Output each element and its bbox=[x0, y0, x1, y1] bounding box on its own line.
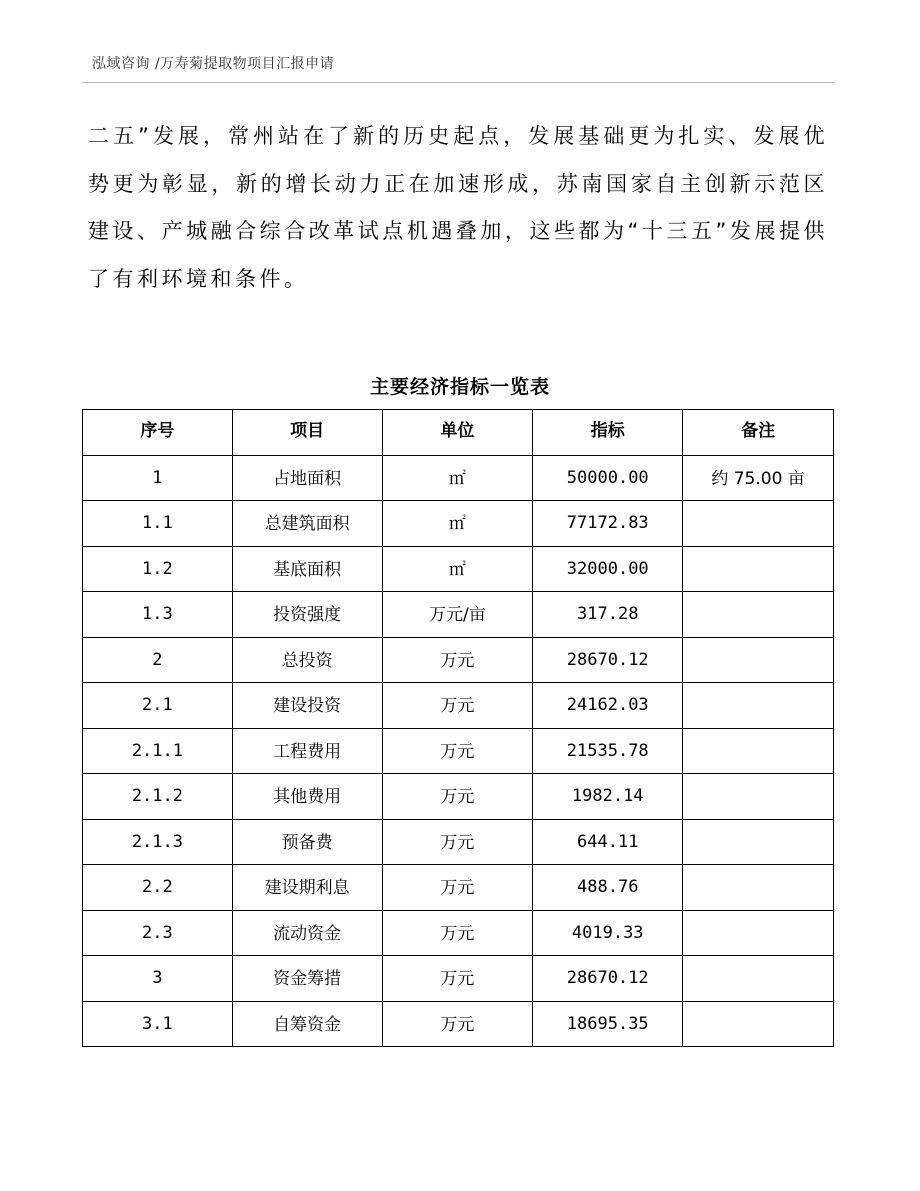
cell-unit: 万元 bbox=[382, 1001, 533, 1047]
cell-value: 18695.35 bbox=[533, 1001, 683, 1047]
cell-value: 21535.78 bbox=[533, 728, 683, 774]
cell-value: 24162.03 bbox=[533, 683, 683, 729]
cell-note bbox=[683, 910, 834, 956]
table-row bbox=[83, 546, 834, 592]
table-row bbox=[83, 455, 834, 501]
cell-item: 自筹资金 bbox=[232, 1001, 382, 1047]
cell-unit: ㎡ bbox=[382, 501, 533, 547]
cell-unit: 万元 bbox=[382, 728, 533, 774]
header-value: 指标 bbox=[533, 410, 683, 456]
cell-value: 317.28 bbox=[533, 592, 683, 638]
cell-unit: 万元 bbox=[382, 910, 533, 956]
table-row bbox=[83, 637, 834, 683]
cell-note bbox=[683, 637, 834, 683]
cell-item: 其他费用 bbox=[232, 774, 382, 820]
cell-note bbox=[683, 774, 834, 820]
cell-item: 建设投资 bbox=[232, 683, 382, 729]
cell-seq: 1.3 bbox=[83, 592, 233, 638]
cell-note bbox=[683, 546, 834, 592]
cell-item: 占地面积 bbox=[232, 455, 382, 501]
cell-unit: 万元/亩 bbox=[382, 592, 533, 638]
cell-unit: ㎡ bbox=[382, 455, 533, 501]
cell-seq: 2.2 bbox=[83, 865, 233, 911]
table-header-row bbox=[83, 410, 834, 456]
header-note: 备注 bbox=[683, 410, 834, 456]
body-paragraph: 二五”发展，常州站在了新的历史起点，发展基础更为扎实、发展优势更为彰显，新的增长动力正在加速形成，苏南国家自主创新示范区建设、产城融合综合改革试点机遇叠加，这些都为“十三五”发展提供了有利环境和条件。 bbox=[88, 124, 828, 291]
cell-note bbox=[683, 683, 834, 729]
cell-note: 约 75.00 亩 bbox=[683, 455, 834, 501]
cell-item: 基底面积 bbox=[232, 546, 382, 592]
cell-unit: 万元 bbox=[382, 683, 533, 729]
cell-item: 总建筑面积 bbox=[232, 501, 382, 547]
cell-unit: 万元 bbox=[382, 956, 533, 1002]
cell-unit: 万元 bbox=[382, 819, 533, 865]
cell-note bbox=[683, 501, 834, 547]
cell-value: 28670.12 bbox=[533, 637, 683, 683]
table-row bbox=[83, 592, 834, 638]
cell-seq: 2.3 bbox=[83, 910, 233, 956]
cell-value: 28670.12 bbox=[533, 956, 683, 1002]
cell-value: 1982.14 bbox=[533, 774, 683, 820]
table-row bbox=[83, 774, 834, 820]
cell-item: 工程费用 bbox=[232, 728, 382, 774]
cell-item: 预备费 bbox=[232, 819, 382, 865]
cell-seq: 3 bbox=[83, 956, 233, 1002]
header-divider bbox=[82, 82, 834, 83]
header-unit: 单位 bbox=[382, 410, 533, 456]
cell-unit: 万元 bbox=[382, 774, 533, 820]
cell-note bbox=[683, 865, 834, 911]
cell-unit: ㎡ bbox=[382, 546, 533, 592]
document-header: 泓域咨询 /万寿菊提取物项目汇报申请 bbox=[92, 56, 335, 72]
cell-item: 建设期利息 bbox=[232, 865, 382, 911]
header-seq: 序号 bbox=[83, 410, 233, 456]
table-row bbox=[83, 910, 834, 956]
cell-unit: 万元 bbox=[382, 865, 533, 911]
cell-seq: 2.1 bbox=[83, 683, 233, 729]
cell-unit: 万元 bbox=[382, 637, 533, 683]
cell-seq: 2.1.3 bbox=[83, 819, 233, 865]
economic-indicators-table bbox=[82, 409, 834, 1047]
cell-note bbox=[683, 819, 834, 865]
cell-value: 488.76 bbox=[533, 865, 683, 911]
cell-item: 总投资 bbox=[232, 637, 382, 683]
cell-seq: 3.1 bbox=[83, 1001, 233, 1047]
table-row bbox=[83, 1001, 834, 1047]
table-title: 主要经济指标一览表 bbox=[369, 376, 550, 398]
table-row bbox=[83, 956, 834, 1002]
cell-note bbox=[683, 956, 834, 1002]
cell-note bbox=[683, 728, 834, 774]
table-row bbox=[83, 865, 834, 911]
cell-value: 644.11 bbox=[533, 819, 683, 865]
cell-value: 4019.33 bbox=[533, 910, 683, 956]
cell-item: 流动资金 bbox=[232, 910, 382, 956]
cell-value: 32000.00 bbox=[533, 546, 683, 592]
cell-item: 投资强度 bbox=[232, 592, 382, 638]
cell-seq: 2 bbox=[83, 637, 233, 683]
table-row bbox=[83, 819, 834, 865]
cell-seq: 1 bbox=[83, 455, 233, 501]
cell-seq: 1.1 bbox=[83, 501, 233, 547]
cell-value: 77172.83 bbox=[533, 501, 683, 547]
cell-seq: 2.1.1 bbox=[83, 728, 233, 774]
table-row bbox=[83, 683, 834, 729]
cell-seq: 2.1.2 bbox=[83, 774, 233, 820]
cell-value: 50000.00 bbox=[533, 455, 683, 501]
table-row bbox=[83, 501, 834, 547]
cell-seq: 1.2 bbox=[83, 546, 233, 592]
cell-note bbox=[683, 1001, 834, 1047]
cell-note bbox=[683, 592, 834, 638]
table-row bbox=[83, 728, 834, 774]
cell-item: 资金筹措 bbox=[232, 956, 382, 1002]
header-item: 项目 bbox=[232, 410, 382, 456]
